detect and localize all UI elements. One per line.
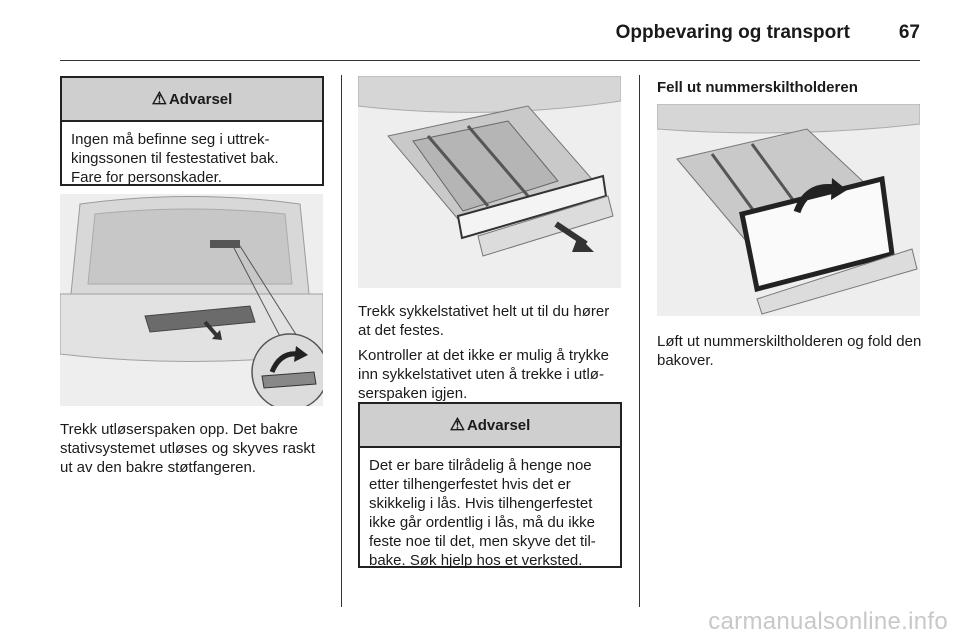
page-number: 67 [898, 22, 920, 43]
warning-header [360, 404, 620, 448]
warning-triangle-icon: ⚠ [151, 89, 167, 108]
warning-triangle-icon: ⚠ [449, 415, 465, 434]
column-divider [639, 75, 640, 607]
body-text: Løft ut nummerskiltholderen og fold den bakover. [657, 333, 922, 369]
header-title: Oppbevaring og transport [615, 22, 850, 43]
section-heading: Fell ut nummerskiltholderen [657, 79, 858, 96]
illustration-plate-holder [657, 104, 920, 316]
column-divider [341, 75, 342, 607]
warning-text: Ingen må befinne seg i uttrekkingssonen til festestativet bak. Fare for personskader. [71, 131, 279, 186]
illustration-bike-rack-extended [358, 76, 621, 288]
illustration-release-lever [60, 194, 323, 406]
body-text: Trekk utløserspaken opp. Det bakre stativsystemet utløses og skyves raskt ut av den bakre støtfangeren. [60, 421, 316, 476]
warning-header [62, 78, 322, 122]
body-text-block [358, 302, 623, 409]
header-rule [60, 60, 920, 61]
warning-title: Advarsel [168, 90, 233, 108]
warning-text: Det er bare tilrådelig å henge noe etter tilhengerfestet hvis det er skikkelig i lås. Hvis tilhengerfestet ikke går ordentlig i lås, må du ikke feste noe til det, men skyve det tilbake. Søk hjelp hos et verksted. [369, 457, 596, 569]
watermark: carmanualsonline.info [708, 608, 948, 635]
instruction-text: Trekk sykkelstativet helt ut til du hører at det festes. [358, 303, 610, 339]
warning-title: Advarsel [466, 416, 531, 434]
warning-box [60, 76, 324, 186]
warning-box [358, 402, 622, 568]
instruction-text: Kontroller at det ikke er mulig å trykke inn sykkelstativet uten å trekke i utløserspaken igjen. [358, 347, 609, 402]
